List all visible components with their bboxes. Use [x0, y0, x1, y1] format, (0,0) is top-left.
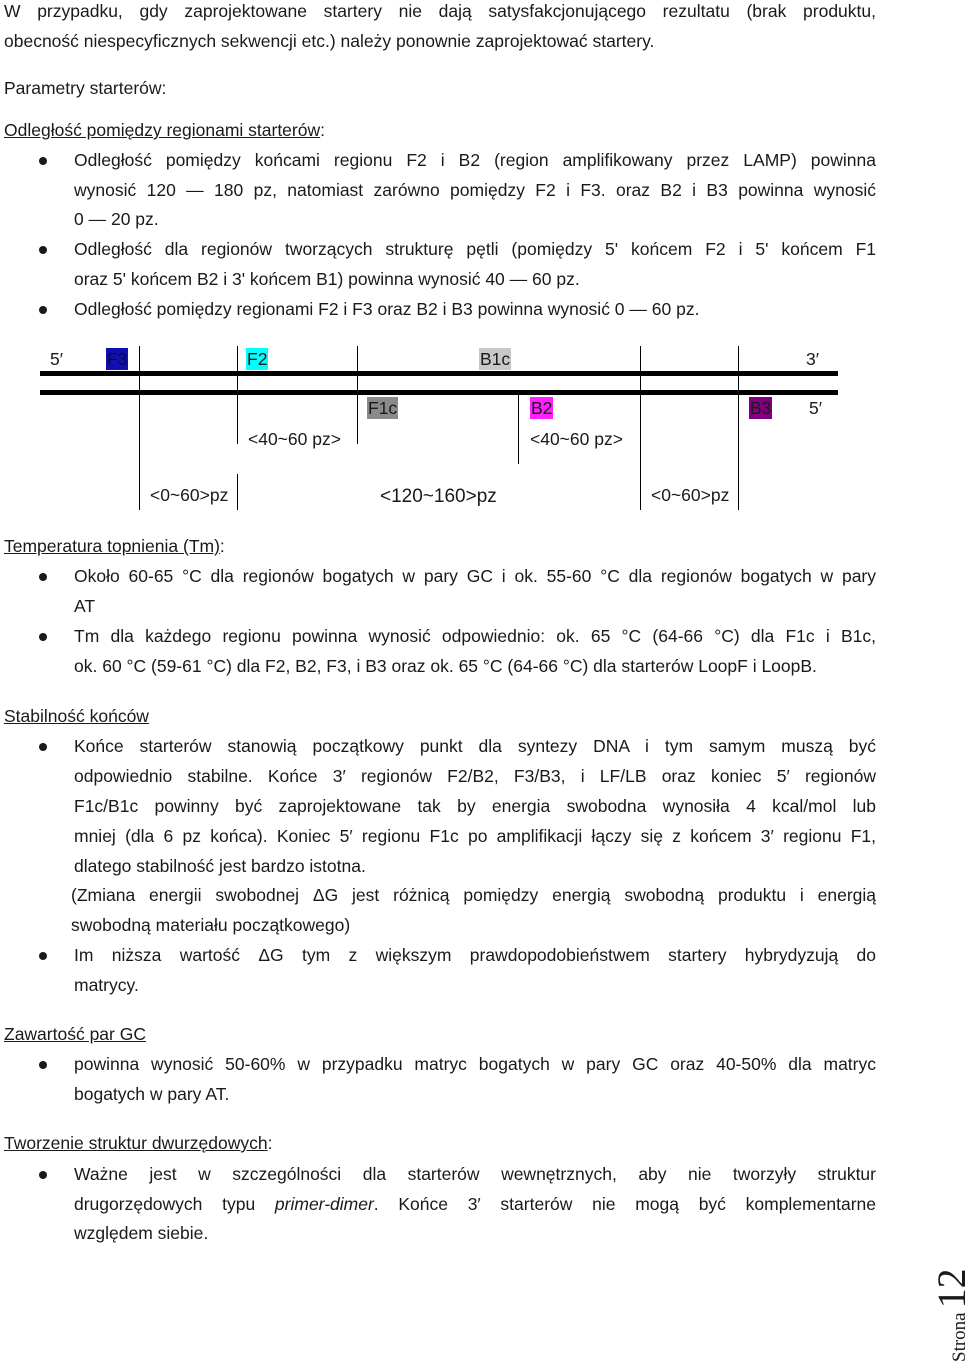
tm-heading-text: Temperatura topnienia (Tm) [4, 536, 220, 556]
strand-bottom-5-label: 5′ [809, 398, 823, 418]
distance-bullet-1-line-3: 0 — 20 pz. [74, 209, 159, 229]
strand-top-5-label: 5′ [50, 349, 64, 369]
secondary-line-2-italic: primer-dimer [274, 1194, 374, 1214]
region-b1c-label: B1c [480, 349, 511, 369]
tm-heading-colon: : [219, 536, 225, 556]
stability-bullet-1-line-3: F1c/B1c powinny być zaprojektowane tak by energia swobodna wynosiła 4 kcal/mol lub [74, 796, 876, 816]
tm-bullet-2-line-2: ok. 60 °C (59-61 °C) dla F2, B2, F3, i B3 oraz ok. 65 °C (64-66 °C) dla starterów LoopF i LoopB. [74, 656, 817, 676]
dna-strand-bottom [40, 390, 838, 395]
secondary-heading-colon: : [267, 1133, 273, 1153]
stability-bullet-1-line-5: dlatego stabilność jest bardzo istotna. [74, 856, 366, 876]
bullet-icon [39, 1061, 47, 1069]
secondary-heading [4, 1132, 272, 1154]
secondary-line-2-part-b: . Końce 3′ starterów nie mogą być komplementarne [373, 1194, 876, 1214]
bullet-icon [39, 306, 47, 314]
diagram-vline-f1 [357, 346, 358, 444]
tm-bullet-2-line-1: Tm dla każdego regionu powinna wynosić odpowiednio: ok. 65 °C (64-66 °C) dla F1c i B1c, [74, 626, 876, 646]
tm-bullet-1-line-1: Około 60-65 °C dla regionów bogatych w pary GC i ok. 55-60 °C dla regionów bogatych w pary [74, 566, 876, 586]
secondary-bullet-1-line-3: względem siebie. [74, 1223, 209, 1243]
secondary-heading-text: Tworzenie struktur dwurzędowych [4, 1133, 268, 1153]
gc-bullet-1-line-1: powinna wynosić 50-60% w przypadku matryc bogatych w pary GC oraz 40-50% dla matryc [74, 1054, 876, 1074]
distance-bullet-2-line-1: Odległość dla regionów tworzących strukturę pętli (pomiędzy 5' końcem F2 i 5' końcem F1 [74, 239, 876, 259]
distance-bullet-3-line-1: Odległość pomiędzy regionami F2 i F3 oraz B2 i B3 powinna wynosić 0 — 60 pz. [74, 299, 700, 319]
bullet-icon [39, 573, 47, 581]
bullet-icon [39, 952, 47, 960]
bullet-icon [39, 743, 47, 751]
secondary-bullet-1-line-2 [74, 1193, 876, 1215]
stability-note-line-2: swobodną materiału początkowego) [71, 915, 351, 935]
stability-bullet-1-line-4: mniej (dla 6 pz końca). Koniec 5′ regionu F1c po amplifikacji łączy się z końcem 3′ regionu F1, [74, 826, 876, 846]
region-b2-label: B2 [531, 398, 553, 418]
span-right-distance: <0~60>pz [651, 485, 730, 505]
stability-heading: Stabilność końców [4, 706, 149, 726]
region-f3-label: F3 [107, 349, 128, 369]
intro-line-1: W przypadku, gdy zaprojektowane startery nie dają satysfakcjonującego rezultatu (brak produktu, [4, 1, 876, 21]
stability-bullet-1-line-1: Końce starterów stanowią początkowy punkt dla syntezy DNA i tym samym muszą być [74, 736, 876, 756]
span-middle-distance: <120~160>pz [380, 486, 497, 507]
secondary-bullet-1-line-1: Ważne jest w szczególności dla starterów wewnętrznych, aby nie tworzyły struktur [74, 1164, 876, 1184]
page-number-value: 12 [929, 1268, 974, 1309]
distance-bullet-1-line-2: wynosić 120 — 180 pz, natomiast zarówno pomiędzy F2 i F3. oraz B2 i B3 powinna wynosić [74, 180, 876, 200]
distance-heading-text: Odległość pomiędzy regionami starterów [4, 120, 321, 140]
stability-bullet-2-line-2: matrycy. [74, 975, 139, 995]
distance-bullet-1-line-1: Odległość pomiędzy końcami regionu F2 i B2 (region amplifikowany przez LAMP) powinna [74, 150, 876, 170]
distance-heading-colon: : [320, 120, 325, 140]
gc-heading: Zawartość par GC [4, 1024, 146, 1044]
region-f1c-label: F1c [368, 398, 398, 418]
stability-bullet-2-line-1: Im niższa wartość ΔG tym z większym prawdopodobieństwem startery hybrydyzują do [74, 945, 876, 965]
strand-top-3-label: 3′ [806, 349, 820, 369]
span-left-distance: <0~60>pz [150, 485, 229, 505]
tm-heading [4, 535, 225, 557]
stability-bullet-1-line-2: odpowiednio stabilne. Końce 3′ regionów F2/B2, F3/B3, i LF/LB oraz koniec 5′ regionów [74, 766, 876, 786]
bullet-icon [39, 157, 47, 165]
intro-line-2: obecność niespecyficznych sekwencji etc.) należy ponownie zaprojektować startery. [4, 31, 655, 51]
bullet-icon [39, 246, 47, 254]
diagram-vline-f2-bottom [237, 474, 238, 510]
distance-bullet-2-line-2: oraz 5' końcem B2 i 3' końcem B1) powinna wynosić 40 — 60 pz. [74, 269, 580, 289]
dna-strand-top [40, 371, 838, 376]
distance-heading [4, 119, 325, 141]
secondary-line-2-part-a: drugorzędowych typu [74, 1194, 275, 1214]
loop-left-distance: <40~60 pz> [248, 429, 341, 449]
bullet-icon [39, 633, 47, 641]
diagram-vline-f2-top [237, 346, 238, 444]
region-f2-label: F2 [247, 349, 268, 369]
stability-note-line-1: (Zmiana energii swobodnej ΔG jest różnicą pomiędzy energią swobodną produktu i energią [71, 885, 876, 905]
params-title: Parametry starterów: [4, 78, 167, 98]
gc-bullet-1-line-2: bogatych w pary AT. [74, 1084, 230, 1104]
tm-bullet-1-line-2: AT [74, 596, 96, 616]
page-word: Strona [949, 1312, 970, 1362]
region-b3-label: B3 [750, 398, 772, 418]
bullet-icon [39, 1171, 47, 1179]
diagram-vline-b2 [518, 394, 519, 464]
page-number [928, 1268, 975, 1362]
loop-right-distance: <40~60 pz> [530, 429, 623, 449]
